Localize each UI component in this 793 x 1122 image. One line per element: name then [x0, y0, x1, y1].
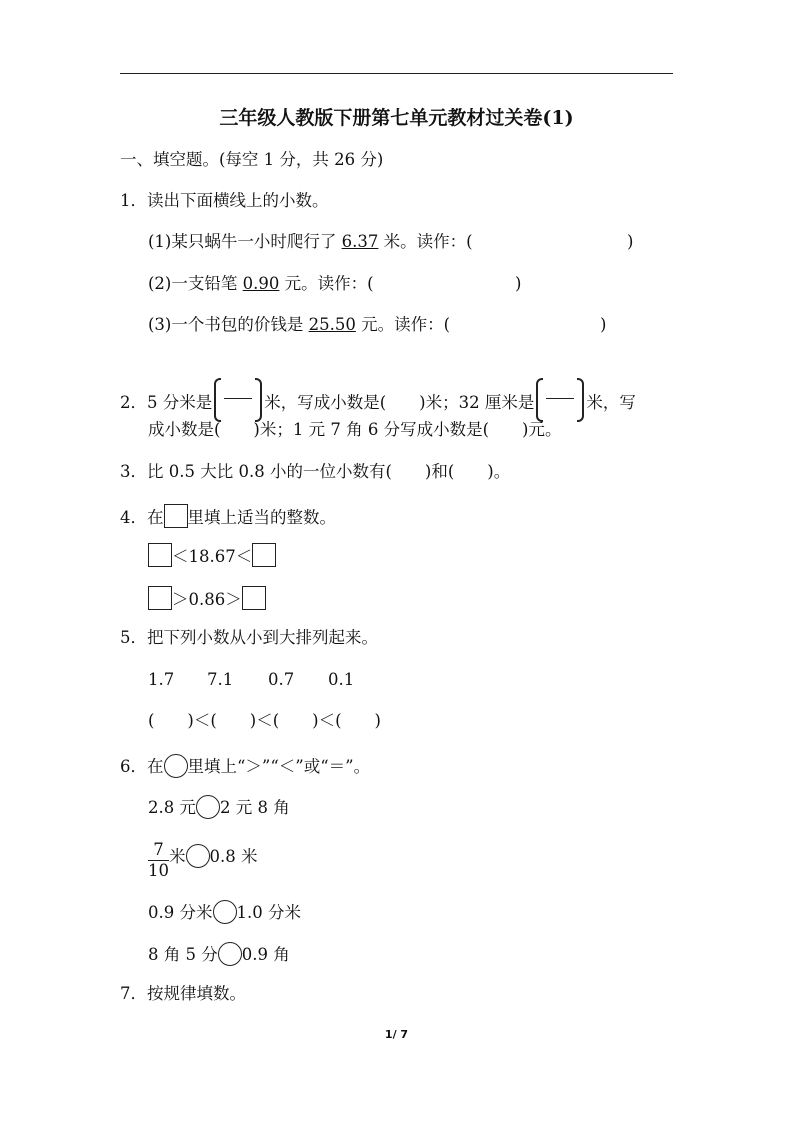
- q1-number-2: 0.90: [242, 274, 280, 293]
- answer-box[interactable]: [148, 586, 172, 610]
- q6-row-2: $\frac{7}{10}$ 米 0.8 米: [148, 840, 258, 880]
- q2-line-1: 2．5 分米是 米，写成小数是( )米；32 厘米是 米，写: [120, 378, 636, 422]
- q1-answer-close-2: ): [515, 274, 522, 293]
- fraction-blank-2[interactable]: [536, 378, 584, 422]
- q6-row-1: 2.8 元 2 元 8 角: [148, 795, 290, 820]
- page-number: 1/ 7: [384, 1028, 409, 1041]
- q7-stem: 7．按规律填数。: [120, 984, 246, 1003]
- q1-part-3: (3)一个书包的价钱是 25.50 元。读作：(: [148, 315, 451, 334]
- compare-circle[interactable]: [186, 844, 210, 868]
- q1-number-3: 25.50: [308, 315, 356, 334]
- q5-number-3: 0.7: [268, 670, 295, 689]
- q5-number-1: 1.7: [148, 670, 175, 689]
- header-rule: [120, 73, 673, 74]
- q1-number-1: 6.37: [341, 232, 379, 251]
- page-title: 三年级人教版下册第七单元教材过关卷(1): [219, 107, 574, 129]
- q1-part-1: (1)某只蜗牛一小时爬行了 6.37 米。读作：(: [148, 232, 473, 251]
- fraction-blank-1[interactable]: [214, 378, 262, 422]
- q1-part-2: (2)一支铅笔 0.90 元。读作：(: [148, 274, 374, 293]
- q3-text: 3．比 0.5 大比 0.8 小的一位小数有( )和( )。: [120, 462, 511, 481]
- compare-circle[interactable]: [196, 795, 220, 819]
- circle-icon: [164, 754, 188, 778]
- compare-circle[interactable]: [218, 942, 242, 966]
- q1-answer-close-3: ): [600, 315, 607, 334]
- square-box-icon: [164, 504, 188, 528]
- q5-stem: 5．把下列小数从小到大排列起来。: [120, 628, 378, 647]
- answer-box[interactable]: [252, 543, 276, 567]
- q4-row-2: ＞0.86＞: [148, 586, 266, 612]
- q6-row-3: 0.9 分米 1.0 分米: [148, 900, 301, 925]
- q5-answer: ( )＜( )＜( )＜( ): [148, 711, 381, 730]
- section-heading: 一、填空题。(每空 1 分，共 26 分): [120, 150, 384, 169]
- compare-circle[interactable]: [213, 900, 237, 924]
- q6-row-4: 8 角 5 分 0.9 角: [148, 942, 290, 967]
- q5-number-2: 7.1: [207, 670, 234, 689]
- answer-box[interactable]: [148, 543, 172, 567]
- q5-number-4: 0.1: [328, 670, 355, 689]
- fraction: $\frac{7}{10}$: [148, 840, 169, 880]
- q6-stem: 6．在 里填上“＞”“＜”或“＝”。: [120, 754, 370, 779]
- q2-line-2: 成小数是( )米；1 元 7 角 6 分写成小数是( )元。: [148, 420, 562, 439]
- q4-stem: 4．在 里填上适当的整数。: [120, 504, 336, 530]
- q1-answer-close-1: ): [627, 232, 634, 251]
- answer-box[interactable]: [242, 586, 266, 610]
- q4-row-1: ＜18.67＜: [148, 543, 276, 569]
- q1-stem: 1．读出下面横线上的小数。: [120, 191, 329, 210]
